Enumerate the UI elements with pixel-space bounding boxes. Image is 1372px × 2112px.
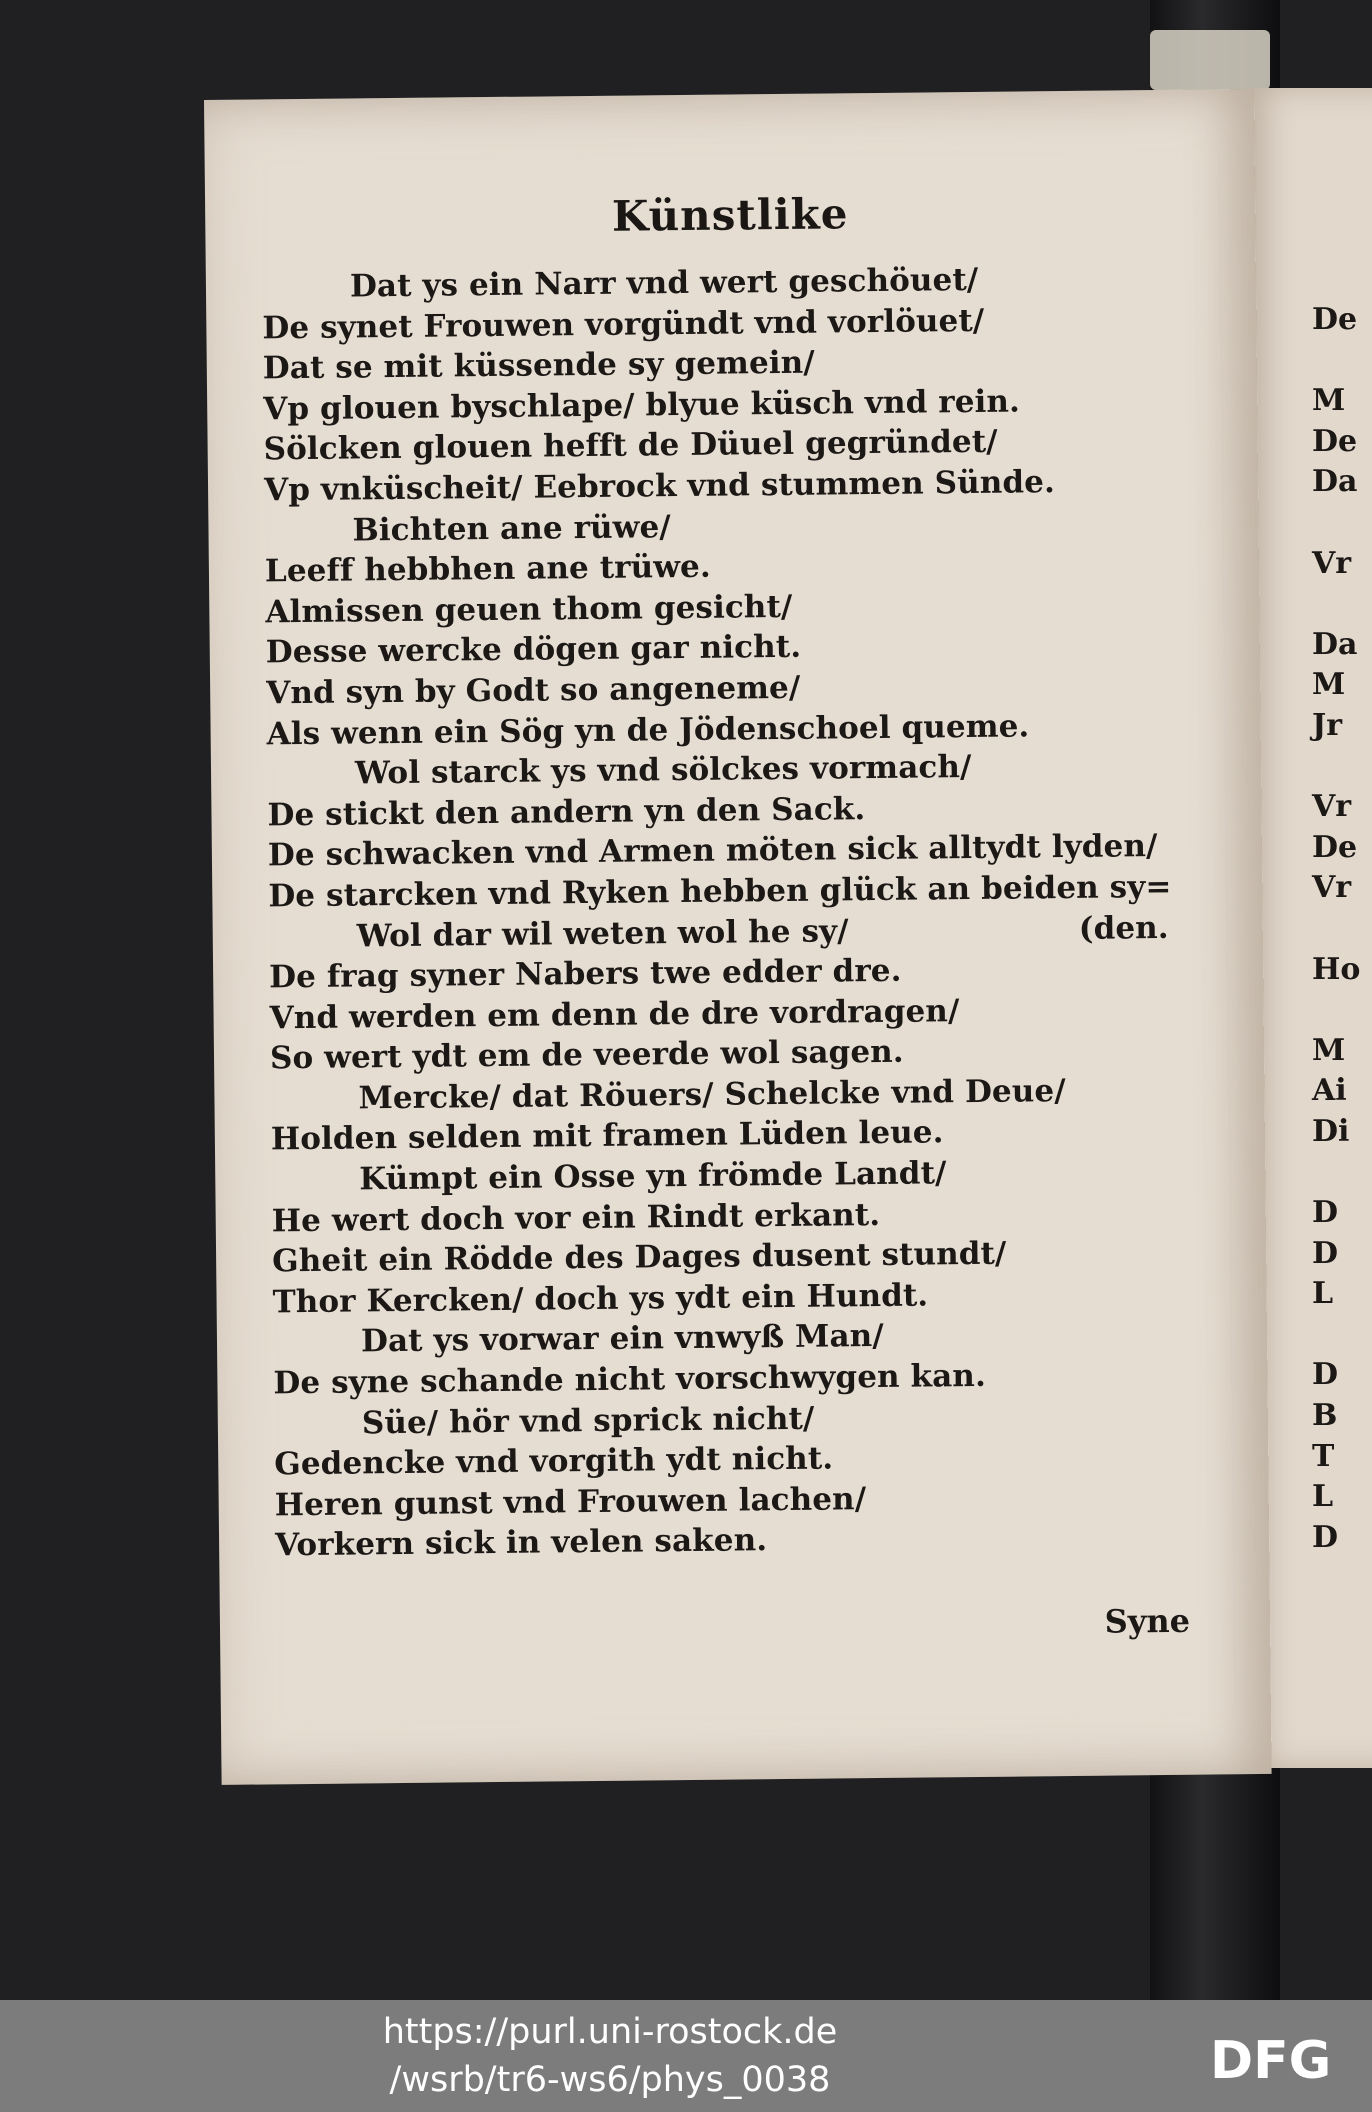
next-page-fragment: M: [1312, 667, 1346, 703]
verse-line: Thor Kercken/ doch ys ydt ein Hundt.: [272, 1277, 929, 1321]
dfg-logo-text: DFG: [1210, 2031, 1332, 2086]
next-page-fragment: Da: [1312, 464, 1358, 500]
next-page-fragment: Di: [1312, 1113, 1350, 1149]
verse-line: Vp vnküscheit/ Eebrock vnd stummen Sünde.: [263, 464, 1056, 509]
next-page-fragment: Vr: [1312, 789, 1352, 825]
verse-line: Almissen geuen thom gesicht/: [265, 588, 793, 631]
next-page-fragment: [1312, 1315, 1372, 1356]
next-page-fragment: Ho: [1312, 951, 1361, 987]
permalink[interactable]: [370, 2008, 850, 2104]
next-page-fragment: [1312, 1152, 1372, 1193]
verse-line: De synet Frouwen vorgündt vnd vorlöuet/: [262, 302, 985, 346]
next-page-fragment: L: [1312, 1276, 1334, 1312]
verse-line: Vnd werden em denn de dre vordragen/: [269, 992, 960, 1037]
verse-line: De syne schande nicht vorschwygen kan.: [273, 1357, 987, 1402]
verse-line: De frag syner Nabers twe edder dre.: [269, 952, 902, 996]
next-page-fragment: Vr: [1312, 545, 1352, 581]
next-page-fragment: [1312, 990, 1372, 1031]
verse-line: Wol starck ys vnd sölckes vormach/: [354, 749, 972, 792]
next-page-fragment: [1312, 584, 1372, 625]
page-header: Künstlike: [611, 189, 849, 241]
verse-line: So wert ydt em de veerde wol sagen.: [269, 1034, 904, 1077]
next-page-fragment: [1312, 341, 1372, 382]
verse-line: Dat se mit küssende sy gemein/: [262, 344, 815, 387]
next-page-fragment: T: [1312, 1438, 1335, 1474]
next-page-fragment: D: [1312, 1357, 1339, 1393]
viewer-footer: [0, 2000, 1372, 2112]
next-page-fragment: L: [1312, 1479, 1334, 1515]
next-page-fragment: Ai: [1312, 1073, 1347, 1109]
verse-line: Leeff hebbhen ane trüwe.: [264, 548, 711, 590]
next-page-fragment: Vr: [1312, 870, 1352, 906]
permalink-line-1[interactable]: https://purl.uni-rostock.de: [382, 2012, 838, 2052]
verse-line: De schwacken vnd Armen möten sick alltydt lyden/: [267, 828, 1158, 874]
verse-line: Kümpt ein Osse yn frömde Landt/: [359, 1155, 947, 1198]
verse-line: Als wenn ein Sög yn de Jödenschoel queme.: [266, 707, 1030, 752]
verse-line: De stickt den andern yn den Sack.: [267, 790, 866, 834]
next-page-fragment: Da: [1312, 626, 1358, 662]
verse-text: [262, 258, 1196, 1567]
verse-line: Dat ys ein Narr vnd wert geschöuet/: [349, 261, 979, 305]
next-page-fragment: De: [1312, 829, 1358, 865]
next-page-fragment: D: [1312, 1519, 1339, 1555]
verse-line: Vorkern sick in velen saken.: [274, 1522, 768, 1564]
line-continuation: (den.: [1078, 909, 1169, 947]
next-page-fragments: [1312, 300, 1372, 1558]
next-page-fragment: De: [1312, 423, 1358, 459]
next-page-fragment: D: [1312, 1195, 1339, 1231]
next-page-fragment: D: [1312, 1235, 1339, 1271]
next-page-fragment: [1312, 909, 1372, 950]
verse-line: Heren gunst vnd Frouwen lachen/: [274, 1480, 867, 1524]
next-page-fragment: [1312, 503, 1372, 544]
verse-line: Holden selden mit framen Lüden leue.: [270, 1114, 944, 1158]
permalink-line-2[interactable]: /wsrb/tr6-ws6/phys_0038: [389, 2060, 831, 2100]
catchword: Syne: [1104, 1601, 1191, 1641]
next-page-fragment: M: [1312, 1032, 1346, 1068]
book-page: [204, 89, 1272, 1785]
next-page-fragment: De: [1312, 302, 1358, 337]
verse-line: Vnd syn by Godt so angeneme/: [266, 669, 801, 712]
verse-line: Vp glouen byschlape/ blyue küsch vnd rein.: [263, 383, 1021, 428]
next-page-fragment: [1312, 747, 1372, 788]
verse-line: Mercke/ dat Röuers/ Schelcke vnd Deue/: [358, 1072, 1066, 1117]
verse-line: Desse wercke dögen gar nicht.: [265, 629, 802, 671]
verse-line: Gedencke vnd vorgith ydt nicht.: [274, 1440, 834, 1483]
dfg-logo[interactable]: [1208, 2030, 1358, 2086]
verse-line: Gheit ein Rödde des Dages dusent stundt/: [271, 1235, 1007, 1280]
verse-line: De starcken vnd Ryken hebben glück an beiden sy=: [268, 868, 1172, 915]
next-page-fragment: B: [1312, 1398, 1338, 1434]
verse-line: Sölcken glouen hefft de Düuel gegründet/: [263, 424, 998, 468]
verse-line: He wert doch vor ein Rindt erkant.: [271, 1196, 881, 1240]
verse-line: Bichten ane rüwe/: [352, 508, 671, 549]
next-page-fragment: M: [1312, 383, 1346, 419]
next-page-fragment: Jr: [1312, 707, 1342, 743]
binding-clasp: [1150, 30, 1270, 90]
verse-line-text: Wol dar wil weten wol he sy/: [356, 912, 849, 954]
verse-line: Süe/ hör vnd sprick nicht/: [361, 1400, 815, 1442]
verse-line: Dat ys vorwar ein vnwyß Man/: [360, 1318, 884, 1360]
